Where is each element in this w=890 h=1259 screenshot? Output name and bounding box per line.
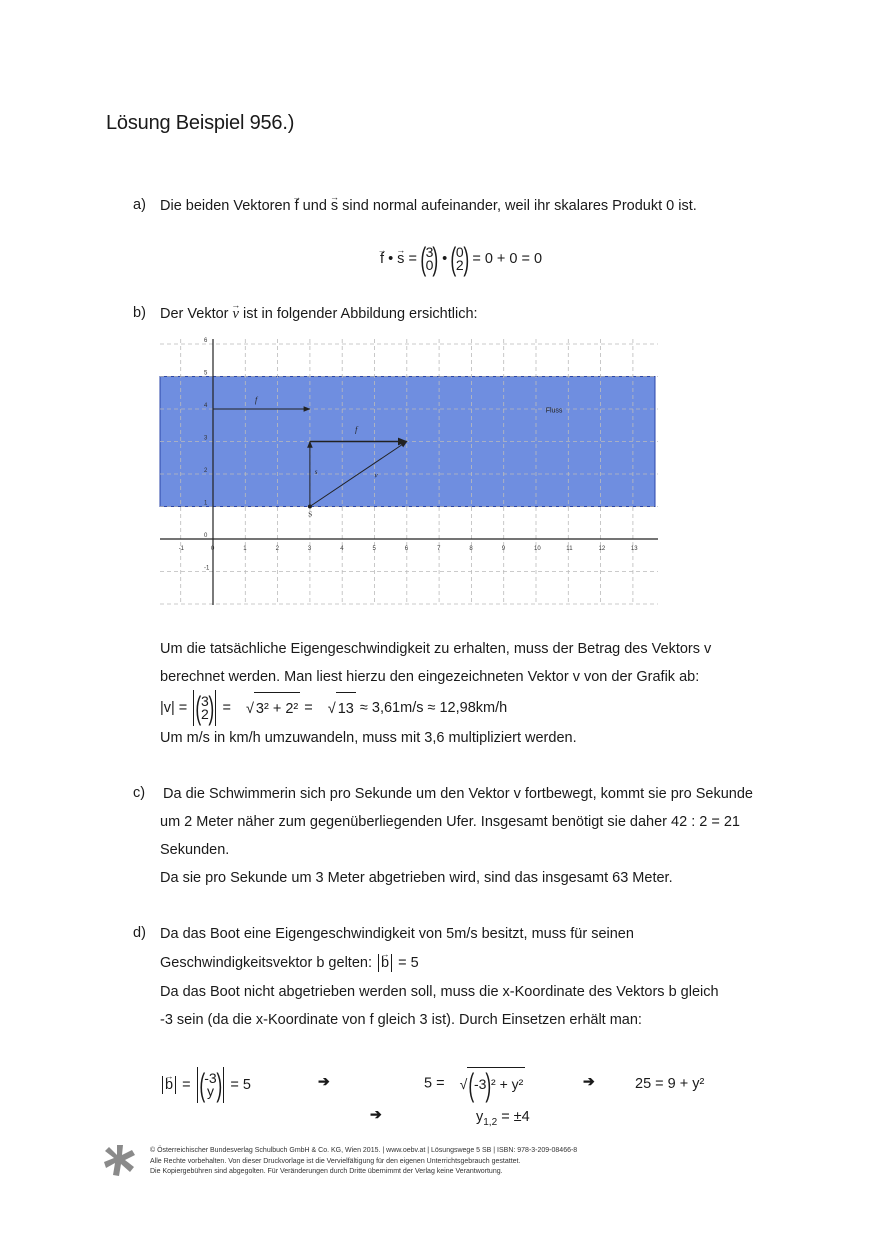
x-tick-label: 0: [211, 546, 215, 552]
x-tick-label: 13: [630, 546, 638, 552]
point-s: [308, 505, 312, 509]
x-tick-label: 10: [534, 546, 541, 552]
x-tick-label: 2: [275, 546, 279, 552]
x-tick-label: 9: [501, 546, 506, 552]
y-tick-label: 4: [204, 403, 208, 409]
y-tick-label: 0: [204, 533, 208, 539]
part-b-intro: Der Vektor → v ist in folgender Abbildung ersichtlich:: [160, 305, 478, 323]
part-b-p1: Um die tatsächliche Eigengeschwindigkeit zu erhalten, muss der Betrag des Vektors v: [160, 641, 712, 657]
y-tick-label: 5: [204, 370, 208, 377]
publisher-logo-icon: [103, 1143, 137, 1177]
part-a-formula: → f • → s = ( 3 0 ) • ( 0 2 ) = 0 + 0 = 0: [380, 244, 542, 274]
part-c-l2: um 2 Meter näher zum gegenüberliegenden Ufer. Insgesamt benötigt sie daher 42 : 2 = 21: [160, 814, 740, 830]
x-tick-label: 12: [598, 546, 606, 552]
arrow-right-icon: ➔: [370, 1106, 382, 1122]
part-b-p2: berechnet werden. Man liest hierzu den eingezeichneten Vektor v von der Grafik ab:: [160, 669, 700, 685]
footer-copyright: © Österreichischer Bundesverlag Schulbuch GmbH & Co. KG, Wien 2015. | www.oebv.at | Lösungswege 5 SB | ISBN: 978-3-209-08466-8 Alle Rechte vorbehalten. Von dieser Druckvorlage ist die Vervielfältigung für den eigenen Unterrichtsgebrauch gestattet. Die Kopiergebühren sind abgegolten. Für Veränderungen durch Dritte übernimmt der Verlag keine Verantwortung.: [150, 1147, 578, 1175]
label-f: f: [355, 424, 358, 434]
y-tick-label: 3: [204, 435, 208, 442]
x-tick-label: 5: [372, 546, 376, 552]
arrow-right-icon: ➔: [318, 1073, 330, 1089]
part-a-label: a): [133, 197, 146, 213]
x-tick-label: 7: [437, 546, 441, 552]
part-b-equation: |v| = ( 3 2 ) = √ 3² + 2² = √ 13 ≈ 3,61m/s ≈ 12,98km/h: [160, 690, 508, 726]
y-tick-label: 2: [204, 468, 208, 474]
y-tick-label: -1: [204, 565, 210, 572]
part-d-eq2: 5 = √(-3)² + y²: [424, 1067, 524, 1104]
part-d-eq3: 25 = 9 + y²: [635, 1076, 705, 1092]
part-c-l3: Sekunden.: [160, 842, 230, 858]
label-f-top: f: [254, 395, 258, 405]
part-d-label: d): [133, 925, 146, 941]
part-d-l2: Geschwindigkeitsvektor b gelten: → b = 5: [160, 952, 419, 974]
part-d-eq4: $y_{1,2} = \pm 4$: [476, 1109, 530, 1128]
x-tick-label: -1: [178, 546, 185, 552]
x-tick-label: 4: [340, 546, 344, 552]
part-c-l1: Da die Schwimmerin sich pro Sekunde um den Vektor v fortbewegt, kommt sie pro Sekunde: [163, 786, 753, 802]
y-tick-label: 1: [204, 500, 208, 507]
part-d-l3: Da das Boot nicht abgetrieben werden soll, muss die x-Koordinate des Vektors b gleich: [160, 984, 719, 1000]
part-d-eq1: → b = ( -3 y ) = 5: [160, 1067, 251, 1103]
label-fluss: Fluss: [545, 407, 563, 415]
x-tick-label: 3: [307, 546, 312, 552]
x-tick-label: 11: [566, 546, 573, 552]
x-tick-label: 1: [243, 546, 247, 552]
label-point-s: S: [308, 510, 313, 519]
page-title: Lösung Beispiel 956.): [106, 112, 295, 134]
part-d-l4: -3 sein (da die x-Koordinate von f gleich 3 ist). Durch Einsetzen erhält man:: [160, 1012, 642, 1028]
part-c-l4: Da sie pro Sekunde um 3 Meter abgetrieben wird, sind das insgesamt 63 Meter.: [160, 870, 673, 886]
x-tick-label: 8: [469, 546, 473, 552]
part-b-p3: Um m/s in km/h umzuwandeln, muss mit 3,6 multipliziert werden.: [160, 730, 577, 746]
part-b-label: b): [133, 305, 146, 321]
part-c-label: c): [133, 785, 146, 801]
x-tick-label: 6: [404, 546, 409, 552]
y-tick-label: 6: [204, 338, 208, 344]
label-s: s: [314, 468, 318, 476]
part-a-text: Die beiden Vektoren → f und → s sind normal aufeinander, weil ihr skalares Produkt 0 ist.: [160, 197, 697, 215]
label-v: v: [374, 471, 378, 480]
arrow-right-icon: ➔: [583, 1073, 595, 1089]
part-d-l1: Da das Boot eine Eigengeschwindigkeit von 5m/s besitzt, muss für seinen: [160, 926, 634, 942]
river-graph: [150, 335, 665, 610]
